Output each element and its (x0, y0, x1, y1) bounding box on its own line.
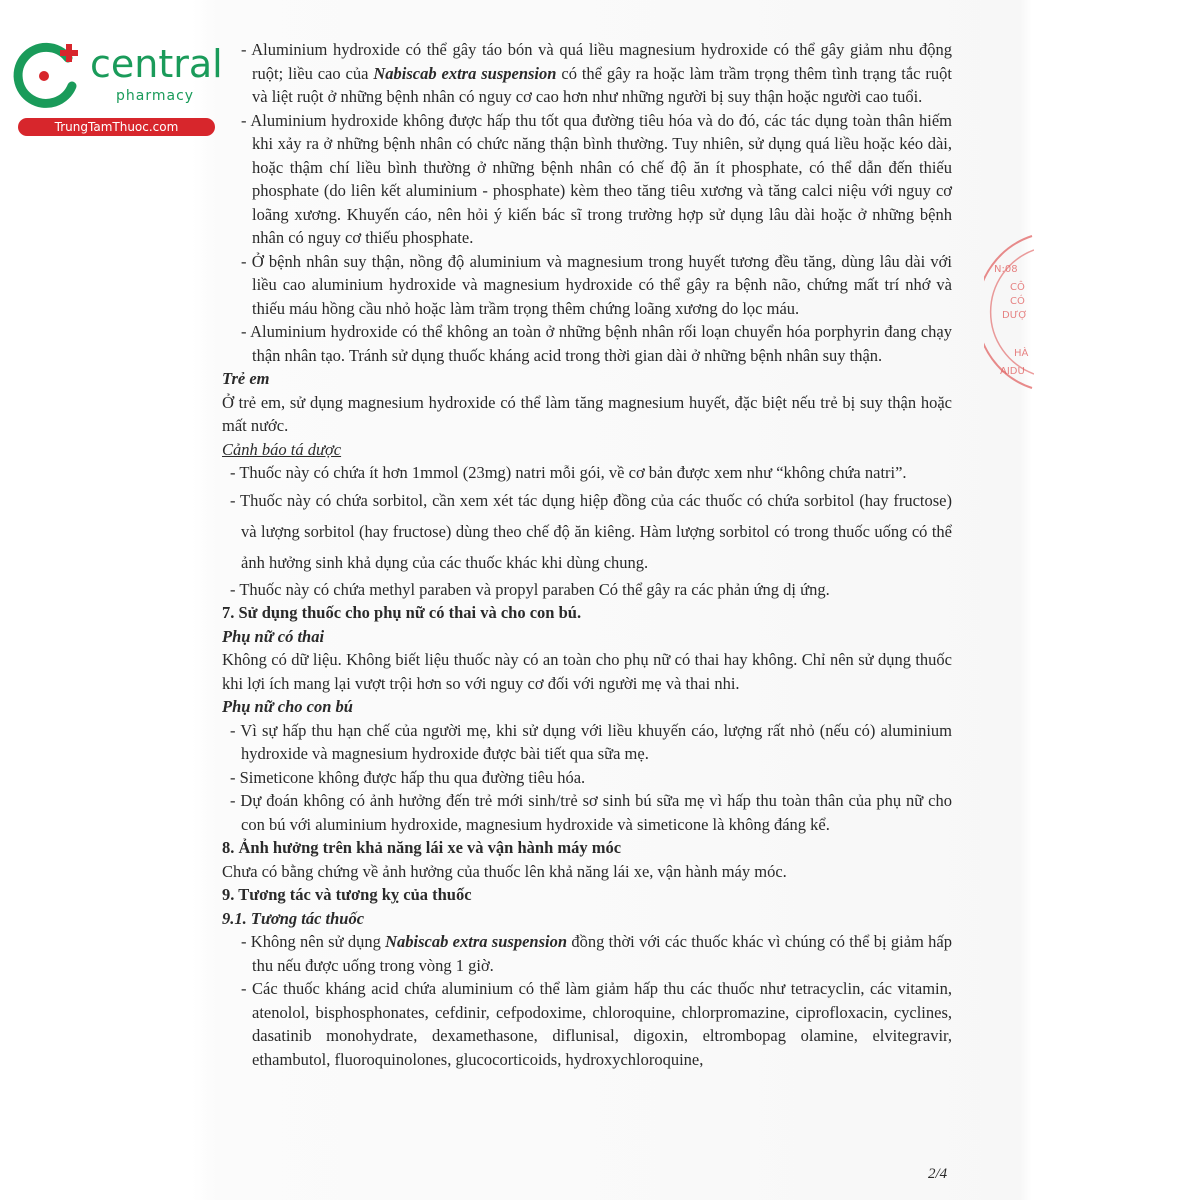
svg-text:CÓ: CÓ (1010, 296, 1025, 307)
list-item: - Không nên sử dụng Nabiscab extra suspension đồng thời với các thuốc khác vì chúng có thể bị giảm hấp thu nếu được uống trong vòng 1 giờ. (241, 932, 952, 975)
paragraph: Ở trẻ em, sử dụng magnesium hydroxide có thể làm tăng magnesium huyết, đặc biệt nếu trẻ bị suy thận hoặc mất nước. (222, 392, 952, 435)
section-heading: 8. Ảnh hưởng trên khả năng lái xe và vận hành máy móc (222, 838, 622, 857)
document-text (222, 38, 952, 1071)
list-item: - Aluminium hydroxide có thể gây táo bón và quá liều magnesium hydroxide có thể gây giảm nhu động ruột; liều cao của Nabiscab extra suspension có thể gây ra hoặc làm trầm trọng thêm tình trạng tắc ruột và liệt ruột ở những bệnh nhân có nguy cơ cao hơn như những người bị suy thận hoặc người cao tuổi. (241, 40, 952, 106)
list-item: - Dự đoán không có ảnh hưởng đến trẻ mới sinh/trẻ sơ sinh bú sữa mẹ vì hấp thu toàn thân của phụ nữ cho con bú với aluminium hydroxide, magnesium hydroxide và simeticone là không đáng kể. (230, 791, 952, 834)
logo-wordmark: central (90, 42, 223, 86)
section-heading: 7. Sử dụng thuốc cho phụ nữ có thai và cho con bú. (222, 603, 582, 622)
section-subheading: Trẻ em (222, 369, 270, 388)
logo-website-banner[interactable]: TrungTamThuoc.com (18, 118, 215, 136)
svg-text:DƯỢ: DƯỢ (1002, 310, 1028, 321)
paragraph: Không có dữ liệu. Không biết liệu thuốc này có an toàn cho phụ nữ có thai hay không. Chỉ nên sử dụng thuốc khi lợi ích mang lại vượt trội hơn so với nguy cơ đối với người mẹ và thai nhi. (222, 650, 952, 693)
section-heading: 9. Tương tác và tương kỵ của thuốc (222, 885, 472, 904)
section-subheading: Phụ nữ có thai (222, 626, 325, 646)
svg-text:HÀ: HÀ (1014, 348, 1029, 359)
section-subheading: Phụ nữ cho con bú (222, 697, 353, 716)
svg-text:AIDU: AIDU (1000, 366, 1025, 377)
list-item: - Thuốc này có chứa methyl paraben và propyl paraben Có thể gây ra các phản ứng dị ứng. (230, 579, 830, 599)
pharmacy-cross-logo-icon (10, 36, 90, 116)
list-item: - Thuốc này có chứa sorbitol, cần xem xét tác dụng hiệp đồng của các thuốc có chứa sorbitol (hay fructose) và lượng sorbitol (hay fructose) dùng theo chế độ ăn kiêng. Hàm lượng sorbitol có trong thuốc uống có thể ảnh hưởng sinh khả dụng của các thuốc khác khi dùng chung. (230, 490, 952, 572)
list-item: - Vì sự hấp thu hạn chế của người mẹ, khi sử dụng với liều khuyến cáo, lượng rất nhỏ (nếu có) aluminium hydroxide và magnesium hydroxide được bài tiết qua sữa mẹ. (230, 720, 952, 763)
product-name: Nabiscab extra suspension (373, 63, 557, 83)
page-number: 2/4 (928, 1166, 948, 1182)
list-item: - Simeticone không được hấp thu qua đường tiêu hóa. (230, 767, 586, 787)
svg-text:N:08: N:08 (994, 264, 1018, 275)
list-item: - Ở bệnh nhân suy thận, nồng độ aluminium và magnesium trong huyết tương đều tăng, dùng lâu dài với liều cao aluminium hydroxide và magnesium hydroxide có thể gây ra bệnh não, chứng mất trí nhớ và thiếu máu hồng cầu nhỏ hoặc làm trầm trọng thêm chứng loãng xương do lọc máu. (241, 251, 952, 318)
section-subheading: Cảnh báo tá dược (222, 439, 342, 459)
red-seal-stamp-icon (984, 232, 1034, 392)
list-item: - Aluminium hydroxide có thể không an toàn ở những bệnh nhân rối loạn chuyển hóa porphyrin đang chạy thận nhân tạo. Tránh sử dụng thuốc kháng acid trong thời gian dài ở những bệnh nhân suy thận. (241, 322, 952, 365)
svg-text:CÔ: CÔ (1010, 282, 1025, 293)
section-subheading: 9.1. Tương tác thuốc (222, 908, 365, 928)
list-item: - Thuốc này có chứa ít hơn 1mmol (23mg) natri mỗi gói, về cơ bản được xem như “không chứa natri”. (230, 463, 907, 482)
product-name: Nabiscab extra suspension (385, 932, 568, 951)
central-pharmacy-logo[interactable] (10, 36, 223, 136)
logo-subtitle: pharmacy (116, 88, 195, 104)
list-item: - Các thuốc kháng acid chứa aluminium có thể làm giảm hấp thu các thuốc như tetracyclin, các vitamin, atenolol, bisphosphonates, cefdinir, cefpodoxime, chloroquine, chlorpromazine, ciprofloxacin, cyclines, dasatinib monohydrate, dexamethasone, diflunisal, digoxin, eltrombopag olamine, elvitegravir, ethambutol, fluoroquinolones, glucocorticoids, hydroxychloroquine, (241, 979, 952, 1069)
list-item: - Aluminium hydroxide không được hấp thu tốt qua đường tiêu hóa và do đó, các tác dụng toàn thân hiếm khi xảy ra ở những bệnh nhân có chức năng thận bình thường. Tuy nhiên, sử dụng quá liều hoặc kéo dài, hoặc thậm chí liều bình thường ở những bệnh nhân có chế độ ăn ít phosphate, có thể dẫn đến thiếu phosphate (do liên kết aluminium - phosphate) kèm theo tăng tiêu xương và tăng calci niệu với nguy cơ loãng xương. Khuyến cáo, nên hỏi ý kiến bác sĩ trong trường hợp sử dụng lâu dài hoặc ở những bệnh nhân có nguy cơ thiếu phosphate. (241, 110, 952, 247)
paragraph: Chưa có bằng chứng về ảnh hưởng của thuốc lên khả năng lái xe, vận hành máy móc. (222, 861, 787, 881)
